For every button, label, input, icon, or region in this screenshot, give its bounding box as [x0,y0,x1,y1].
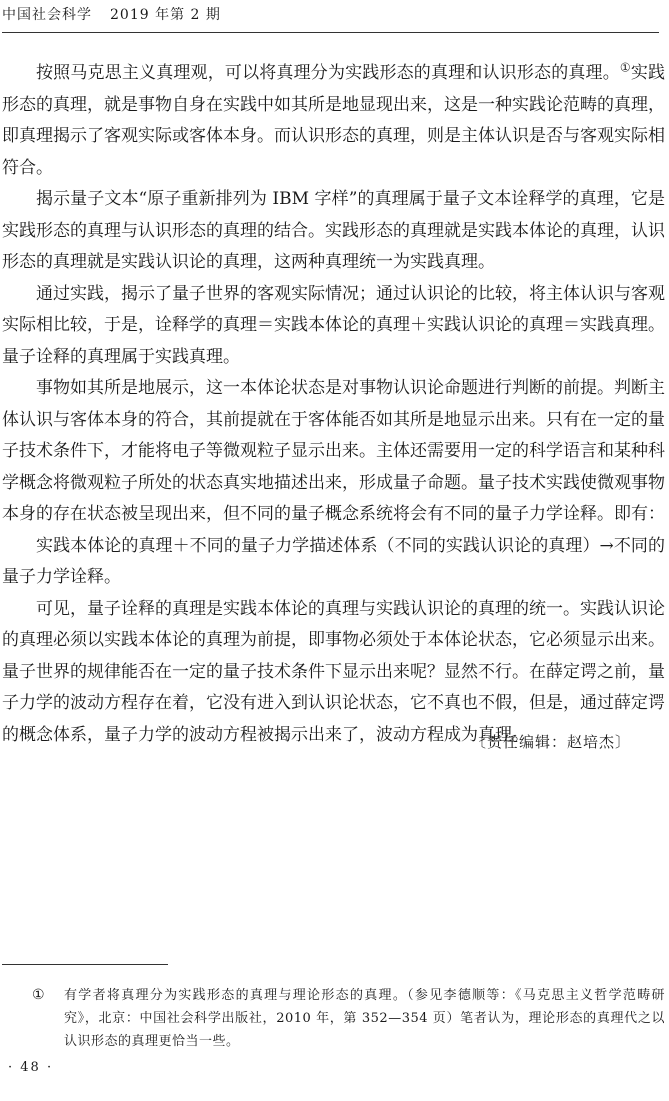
paragraph-text: 按照马克思主义真理观，可以将真理分为实践形态的真理和认识形态的真理。 [36,63,620,83]
paragraph-text: 实践形态的真理，就是事物自身在实践中如其所是地显现出来，这是一种实践论范畴的真理，即真理揭示了客观实际或客体本身。而认识形态的真理，则是主体认识是否与客观实际相符合。 [2,63,666,178]
page-number: · 48 · [8,1060,54,1075]
paragraph [2,58,665,184]
footnote-number: ① [32,987,46,1003]
paragraph: 实践本体论的真理＋不同的量子力学描述体系（不同的实践认识论的真理）→不同的量子力学诠释。 [2,535,665,587]
footnote-divider [2,964,168,965]
paragraph: 可见，量子诠释的真理是实践本体论的真理与实践认识论的真理的统一。实践认识论的真理必须以实践本体论的真理为前提，即事物必须处于本体论状态，它必须显示出来。量子世界的规律能否在一定的量子技术条件下显示出来呢？显然不行。在薛定谔之前，量子力学的波动方程存在着，它没有进入到认识论状态，它不真也不假，但是，通过薛定谔的概念体系，量子力学的波动方程被揭示出来了，波动方程成为真理。 [2,598,665,745]
editor-credit: 〔责任编辑：赵培杰〕 [470,733,631,751]
paragraph: 通过实践，揭示了量子世界的客观实际情况；通过认识论的比较，将主体认识与客观实际相比较，于是，诠释学的真理＝实践本体论的真理＋实践认识论的真理＝实践真理。量子诠释的真理属于实践真理。 [2,283,665,367]
footnote-text: 有学者将真理分为实践形态的真理与理论形态的真理。（参见李德顺等：《马克思主义哲学范畴研究》，北京：中国社会科学出版社，2010 年，第 352—354 页）笔者认为，理论形态的真理代之以认识形态的真理更恰当一些。 [64,988,665,1049]
journal-title: 中国社会科学 [2,7,92,23]
issue-label: 2019 年第 2 期 [110,7,221,23]
footnote-ref[interactable]: ① [619,60,631,75]
paragraph: 事物如其所是地展示，这一本体论状态是对事物认识论命题进行判断的前提。判断主体认识与客体本身的符合，其前提就在于客体能否如其所是地显示出来。只有在一定的量子技术条件下，才能将电子等微观粒子显示出来。主体还需要用一定的科学语言和某种科学概念将微观粒子所处的状态真实地描述出来，形成量子命题。量子技术实践使微观事物本身的存在状态被呈现出来，但不同的量子概念系统将会有不同的量子力学诠释。即有： [2,378,665,524]
article-body [2,58,665,751]
footnote [2,984,665,1053]
running-header [2,2,659,33]
paragraph: 揭示量子文本“原子重新排列为 IBM 字样”的真理属于量子文本诠释学的真理，它是实践形态的真理与认识形态的真理的结合。实践形态的真理就是实践本体论的真理，认识形态的真理就是实践认识论的真理，这两种真理统一为实践真理。 [2,189,665,272]
